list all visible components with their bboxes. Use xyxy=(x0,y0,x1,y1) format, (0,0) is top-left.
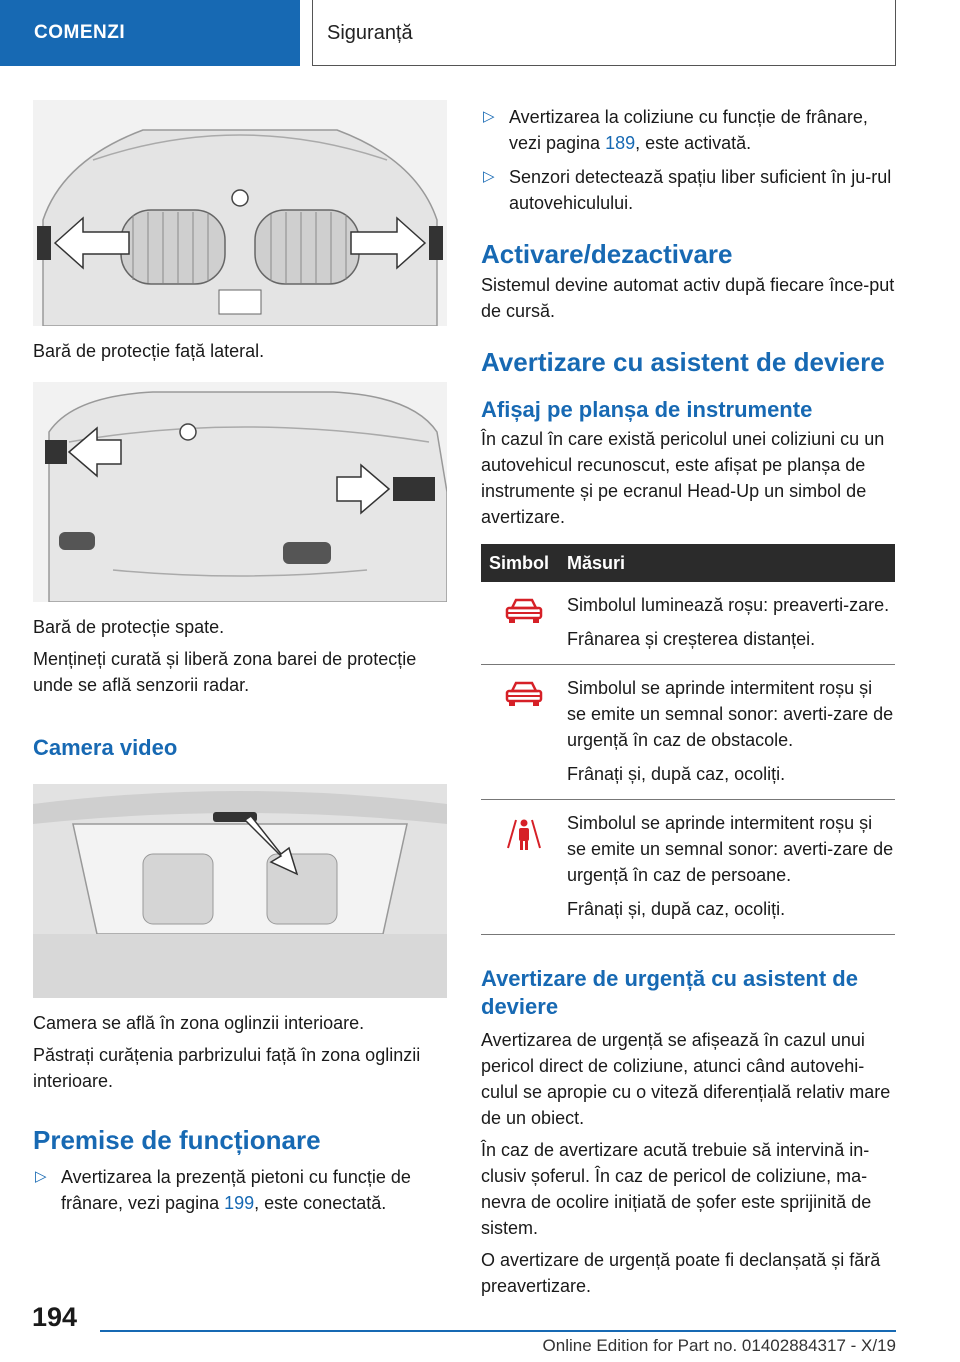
rear-bumper-caption: Bară de protecție spate. xyxy=(33,617,225,637)
page-header xyxy=(0,0,960,66)
urgenta-heading: Avertizare de urgență cu asistent de deviere xyxy=(481,966,858,1019)
page-number: 194 xyxy=(32,1302,78,1332)
urgenta-text-1: Avertizarea de urgență se afișează în cazul unui pericol direct de coliziune, atunci când autovehi-culul se apropie cu o viteză diferențială relativ mare de un obiect. xyxy=(481,1030,891,1128)
keep-clean-text: Mențineți curată și liberă zona barei de protecție unde se află senzorii radar. xyxy=(33,649,417,695)
page-link-199[interactable]: 199 xyxy=(224,1193,255,1213)
pedestrian-warning-icon xyxy=(504,814,544,854)
avertizare-heading: Avertizare cu asistent de deviere xyxy=(481,347,885,377)
right-column xyxy=(481,104,895,1299)
urgenta-text-3: O avertizare de urgență poate fi declanșată și fără preavertizare. xyxy=(481,1250,881,1296)
list-item: ▷ Avertizarea la coliziune cu funcție de frânare, vezi pagina 189, este activată. xyxy=(481,104,895,156)
camera-caption: Camera se află în zona oglinzii interioare. xyxy=(33,1013,365,1033)
footer-edition: Online Edition for Part no. 01402884317 - X/19 xyxy=(542,1336,896,1355)
triangle-bullet-icon: ▷ xyxy=(35,1168,47,1185)
table-header-measures: Măsuri xyxy=(567,544,895,582)
list-item: ▷ Senzori detectează spațiu liber suficient în ju-rul autovehiculului. xyxy=(481,164,895,216)
camera-illustration xyxy=(33,784,447,998)
premise-list xyxy=(33,1164,447,1216)
triangle-bullet-icon: ▷ xyxy=(483,168,495,185)
page-link-189[interactable]: 189 xyxy=(605,133,636,153)
table-header-symbol: Simbol xyxy=(481,544,567,582)
table-row: Simbolul se aprinde intermitent roșu și se emite un semnal sonor: averti-zare de urgență în caz de obstacole. Frânați și, după caz, ocoliți. xyxy=(481,665,895,800)
rear-bumper-illustration xyxy=(33,382,447,602)
table-row: Simbolul se aprinde intermitent roșu și se emite un semnal sonor: averti-zare de urgență în caz de persoane. Frânați și, după caz, ocoliți. xyxy=(481,800,895,935)
urgenta-text-2: În caz de avertizare acută trebuie să intervină in-clusiv șoferul. În caz de pericol de coliziune, ma-nevra de ocolire inițiată de șofer este sprijinită de sistem. xyxy=(481,1140,872,1238)
camera-heading: Camera video xyxy=(33,735,178,760)
camera-figure xyxy=(33,784,447,998)
table-row: Simbolul luminează roșu: preaverti-zare. Frânarea și creșterea distanței. xyxy=(481,582,895,665)
rear-bumper-figure xyxy=(33,382,447,602)
afisaj-text: În cazul în care există pericolul unei coliziuni cu un autovehicul recunoscut, este afișat pe planșa de instrumente și pe ecranul Head-Up un simbol de avertizare. xyxy=(481,429,885,527)
footer-divider xyxy=(100,1330,896,1332)
car-warning-icon xyxy=(504,596,544,626)
premise-list-continued xyxy=(481,104,895,216)
front-bumper-illustration xyxy=(33,100,447,326)
front-bumper-figure xyxy=(33,100,447,326)
car-warning-icon xyxy=(504,679,544,709)
list-item: ▷ Avertizarea la prezență pietoni cu funcție de frânare, vezi pagina 199, este conectată. xyxy=(33,1164,447,1216)
chapter-tab[interactable]: COMENZI xyxy=(0,0,300,66)
camera-clean-text: Păstrați curățenia parbrizului față în zona oglinzii interioare. xyxy=(33,1045,421,1091)
triangle-bullet-icon: ▷ xyxy=(483,108,495,125)
premise-heading: Premise de funcționare xyxy=(33,1125,321,1155)
activare-heading: Activare/dezactivare xyxy=(481,239,733,269)
afisaj-heading: Afișaj pe planșa de instrumente xyxy=(481,397,813,422)
left-column xyxy=(33,100,447,1224)
section-title: Siguranță xyxy=(312,0,896,66)
front-bumper-caption: Bară de protecție față lateral. xyxy=(33,341,265,361)
activare-text: Sistemul devine automat activ după fiecare înce-put de cursă. xyxy=(481,275,895,321)
symbol-table xyxy=(481,544,895,935)
